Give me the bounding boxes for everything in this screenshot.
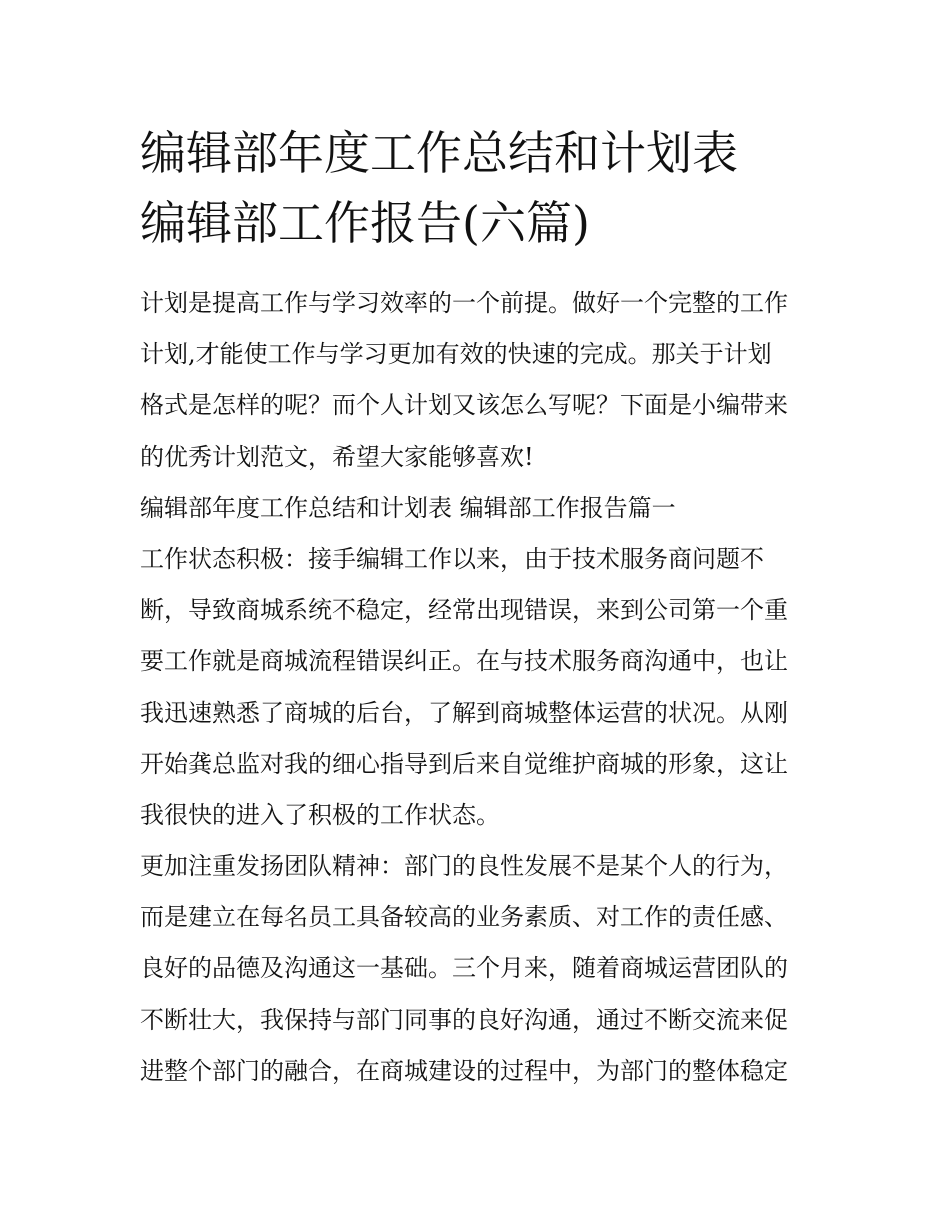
paragraph-2-line-1: 更加注重发扬团队精神：部门的良性发展不是某个人的行为， — [140, 852, 788, 881]
document-title — [140, 118, 820, 258]
intro-line-3: 格式是怎样的呢？而个人计划又该怎么写呢？下面是小编带来 — [140, 391, 788, 420]
paragraph-1-line-3: 要工作就是商城流程错误纠正。在与技术服务商沟通中，也让 — [140, 647, 788, 676]
paragraph-1-line-4: 我迅速熟悉了商城的后台，了解到商城整体运营的状况。从刚 — [140, 698, 788, 727]
intro-line-1: 计划是提高工作与学习效率的一个前提。做好一个完整的工作 — [140, 289, 788, 317]
paragraph-2-line-5: 进整个部门的融合，在商城建设的过程中，为部门的整体稳定 — [140, 1056, 788, 1085]
document-body — [140, 278, 820, 1097]
section-heading: 编辑部年度工作总结和计划表 编辑部工作报告篇一 — [140, 493, 676, 522]
paragraph-2-line-4: 不断壮大，我保持与部门同事的良好沟通，通过不断交流来促 — [140, 1005, 788, 1034]
title-line-2: 编辑部工作报告(六篇) — [140, 196, 590, 250]
intro-line-2: 计划,才能使工作与学习更加有效的快速的完成。那关于计划 — [140, 340, 772, 369]
paragraph-2-line-2: 而是建立在每名员工具备较高的业务素质、对工作的责任感、 — [140, 903, 788, 932]
title-line-1: 编辑部年度工作总结和计划表 — [140, 126, 738, 180]
paragraph-2-line-3: 良好的品德及沟通这一基础。三个月来，随着商城运营团队的 — [140, 954, 788, 983]
paragraph-1-line-5: 开始龚总监对我的细心指导到后来自觉维护商城的形象，这让 — [140, 749, 788, 778]
paragraph-1-line-1: 工作状态积极：接手编辑工作以来，由于技术服务商问题不 — [140, 544, 764, 573]
intro-line-4: 的优秀计划范文，希望大家能够喜欢! — [140, 442, 534, 471]
paragraph-1-line-6: 我很快的进入了积极的工作状态。 — [140, 800, 500, 829]
paragraph-1-line-2: 断，导致商城系统不稳定，经常出现错误，来到公司第一个重 — [140, 596, 788, 625]
